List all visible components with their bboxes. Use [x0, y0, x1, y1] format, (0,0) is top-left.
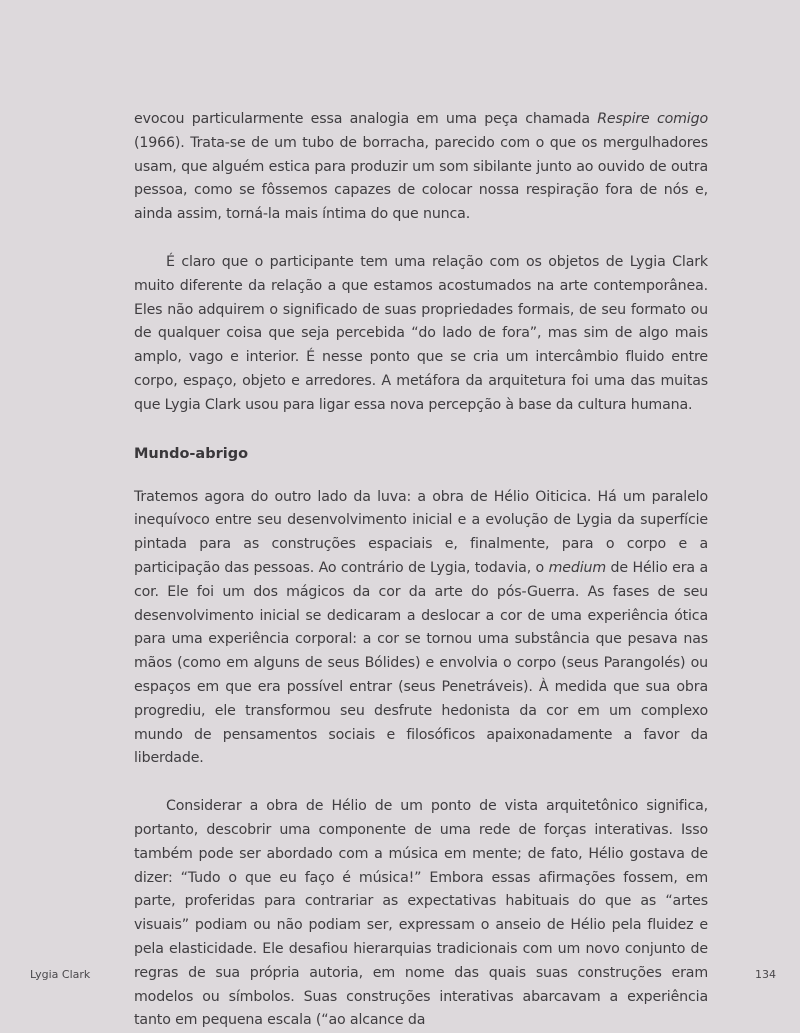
body-text: [134, 108, 708, 1033]
medium-term: medium: [548, 559, 607, 576]
section-heading: Mundo-abrigo: [134, 445, 249, 462]
artwork-title: Respire comigo: [597, 111, 708, 127]
paragraph-gap: [134, 418, 708, 442]
paragraph-1-text-b: (1966). Trata-se de um tubo de borracha, parecido com o que os mergulhadores usam, que alguém estica para produzir um som sibilante junto ao ouvido de outra pessoa, como se fôssemos capazes de colocar nossa respiração fora de nós e, ainda assim, torná-la mais íntima do que nunca.: [134, 134, 708, 223]
paragraph-1: [134, 108, 708, 227]
page-number: 134: [755, 968, 776, 981]
paragraph-gap: [134, 771, 708, 795]
paragraph-3-text-a: Tratemos agora do outro lado da luva: a obra de Hélio Oiticica. Há um paralelo inequívoco entre seu desenvolvimento inicial e a evolução de Lygia da superfície pintada para as construções espaciais e, finalmente, para o corpo e a participação das pessoas. Ao contrário de Lygia, todavia, o: [134, 488, 708, 576]
paragraph-2: É claro que o participante tem uma relação com os objetos de Lygia Clark muito diferente da relação a que estamos acostumados na arte contemporânea. Eles não adquirem o significado de suas propriedades formais, de seu formato ou de qualquer coisa que seja percebida “do lado de fora”, mas sim de algo mais amplo, vago e interior. É nesse ponto que se cria um intercâmbio fluido entre corpo, espaço, objeto e arredores. A metáfora da arquitetura foi uma das muitas que Lygia Clark usou para ligar essa nova percepção à base da cultura humana.: [134, 253, 708, 413]
paragraph-4: Considerar a obra de Hélio de um ponto de vista arquitetônico significa, portanto, descobrir uma componente de uma rede de forças interativas. Isso também pode ser abordado com a música em mente; de fato, Hélio gostava de dizer: “Tudo o que eu faço é música!” Embora essas afirmações fossem, em parte, proferidas para contrariar as expectativas habituais do que as “artes visuais” podiam ou não podiam ser, expressam o anseio de Hélio pela fluidez e pela elasticidade. Ele desafiou hierarquias tradicionais com um novo conjunto de regras de sua própria autoria, em nome das quais suas construções eram modelos ou símbolos. Suas construções interativas abarcavam a experiência tanto em pequena escala (“ao alcance da: [134, 798, 708, 1029]
heading-gap: [134, 466, 708, 486]
paragraph-1-text-a: evocou particularmente essa analogia em uma peça chamada: [134, 111, 598, 127]
paragraph-3: [134, 486, 708, 772]
paragraph-gap: [134, 227, 708, 251]
running-footer: Lygia Clark: [30, 968, 91, 981]
paragraph-3-text-b: de Hélio era a cor. Ele foi um dos mágicos da cor da arte do pós-Guerra. As fases de seu desenvolvimento inicial se dedicaram a deslocar a cor de uma experiência ótica para uma experiência corporal: a cor se tornou uma substância que pesava nas mãos (como em alguns de seus Bólides) e envolvia o corpo (seus Parangolés) ou espaços em que era possível entrar (seus Penetráveis). À medida que sua obra progrediu, ele transformou seu desfrute hedonista da cor em um complexo mundo de pensamentos sociais e filosóficos apaixonadamente a favor da liberdade.: [134, 559, 709, 767]
